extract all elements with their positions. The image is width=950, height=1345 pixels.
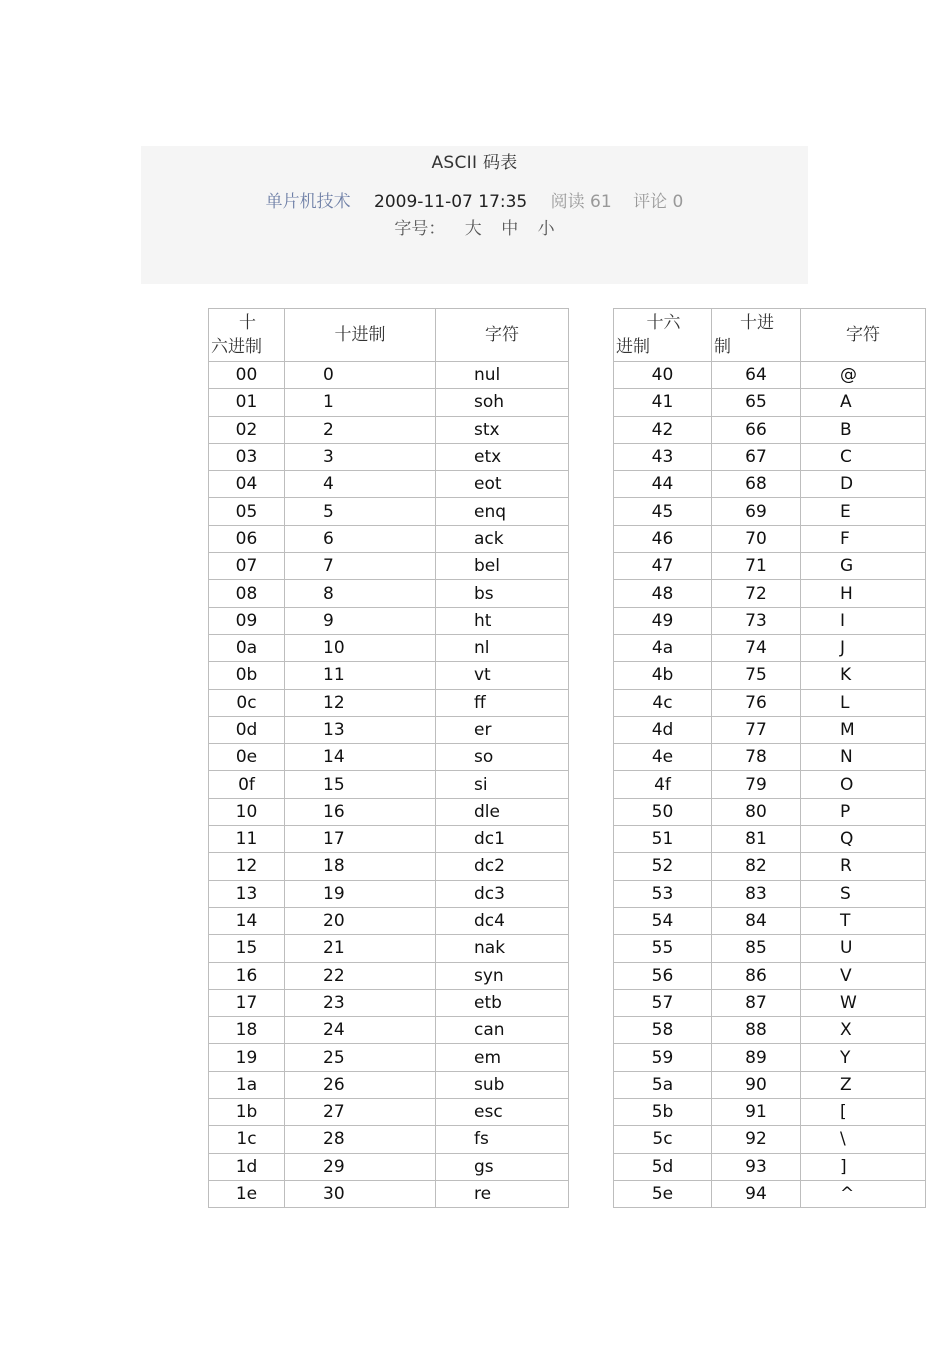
hex-cell-2: 45 <box>614 498 712 525</box>
dec-cell-2: 79 <box>712 771 801 798</box>
column-gap <box>569 634 614 661</box>
char-cell-2: D <box>801 471 926 498</box>
dec-cell: 24 <box>285 1017 436 1044</box>
dec-cell: 20 <box>285 907 436 934</box>
dec-cell: 27 <box>285 1099 436 1126</box>
dec-cell-2: 77 <box>712 716 801 743</box>
char-cell-2: M <box>801 716 926 743</box>
char-cell-2: W <box>801 989 926 1016</box>
hex-cell: 0f <box>209 771 285 798</box>
dec-cell-2: 73 <box>712 607 801 634</box>
char-cell-2: B <box>801 416 926 443</box>
hex-cell-2: 5d <box>614 1153 712 1180</box>
dec-cell: 29 <box>285 1153 436 1180</box>
char-cell: nl <box>436 634 569 661</box>
hex-cell-2: 4a <box>614 634 712 661</box>
column-gap <box>569 798 614 825</box>
char-cell: can <box>436 1017 569 1044</box>
char-cell: dc1 <box>436 826 569 853</box>
column-gap <box>569 907 614 934</box>
hex-cell-2: 47 <box>614 553 712 580</box>
char-cell: nul <box>436 362 569 389</box>
table-row <box>209 1044 926 1071</box>
hex-cell-2: 4b <box>614 662 712 689</box>
char-cell: dc3 <box>436 880 569 907</box>
char-cell: sub <box>436 1071 569 1098</box>
column-gap <box>569 471 614 498</box>
column-gap <box>569 853 614 880</box>
dec-cell: 22 <box>285 962 436 989</box>
hex-cell-2: 5c <box>614 1126 712 1153</box>
hex-cell-2: 52 <box>614 853 712 880</box>
column-gap <box>569 962 614 989</box>
char-cell: re <box>436 1180 569 1207</box>
char-cell: enq <box>436 498 569 525</box>
char-cell: dle <box>436 798 569 825</box>
dec-cell: 25 <box>285 1044 436 1071</box>
dec-cell: 28 <box>285 1126 436 1153</box>
column-gap <box>569 989 614 1016</box>
hex-cell: 19 <box>209 1044 285 1071</box>
hex-cell: 15 <box>209 935 285 962</box>
dec-cell: 4 <box>285 471 436 498</box>
header-char-2: 字符 <box>801 309 926 362</box>
dec-cell-2: 75 <box>712 662 801 689</box>
char-cell: dc4 <box>436 907 569 934</box>
dec-cell: 1 <box>285 389 436 416</box>
char-cell: si <box>436 771 569 798</box>
hex-cell: 1d <box>209 1153 285 1180</box>
dec-cell-2: 94 <box>712 1180 801 1207</box>
table-row <box>209 525 926 552</box>
hex-cell-2: 43 <box>614 443 712 470</box>
char-cell-2: F <box>801 525 926 552</box>
hex-cell: 0c <box>209 689 285 716</box>
hex-cell: 1c <box>209 1126 285 1153</box>
column-gap <box>569 525 614 552</box>
table-row <box>209 798 926 825</box>
table-row <box>209 826 926 853</box>
column-gap <box>569 716 614 743</box>
table-row <box>209 989 926 1016</box>
column-gap <box>569 880 614 907</box>
hex-cell: 16 <box>209 962 285 989</box>
dec-cell-2: 74 <box>712 634 801 661</box>
hex-cell: 12 <box>209 853 285 880</box>
column-gap <box>569 689 614 716</box>
dec-cell: 23 <box>285 989 436 1016</box>
hex-cell-2: 4e <box>614 744 712 771</box>
table-row <box>209 662 926 689</box>
table-row <box>209 744 926 771</box>
hex-cell-2: 48 <box>614 580 712 607</box>
dec-cell: 8 <box>285 580 436 607</box>
dec-cell-2: 72 <box>712 580 801 607</box>
char-cell-2: U <box>801 935 926 962</box>
dec-cell: 2 <box>285 416 436 443</box>
dec-cell-2: 70 <box>712 525 801 552</box>
column-gap <box>569 1099 614 1126</box>
dec-cell-2: 90 <box>712 1071 801 1098</box>
table-row <box>209 716 926 743</box>
char-cell-2: Y <box>801 1044 926 1071</box>
font-size-medium-button[interactable]: 中 <box>501 219 519 239</box>
column-gap <box>569 309 614 362</box>
dec-cell: 26 <box>285 1071 436 1098</box>
dec-cell-2: 65 <box>712 389 801 416</box>
hex-cell: 07 <box>209 553 285 580</box>
dec-cell: 18 <box>285 853 436 880</box>
char-cell-2: @ <box>801 362 926 389</box>
hex-cell: 01 <box>209 389 285 416</box>
column-gap <box>569 416 614 443</box>
table-row <box>209 880 926 907</box>
dec-cell-2: 76 <box>712 689 801 716</box>
column-gap <box>569 771 614 798</box>
hex-cell: 13 <box>209 880 285 907</box>
table-row <box>209 689 926 716</box>
char-cell-2: ] <box>801 1153 926 1180</box>
dec-cell: 12 <box>285 689 436 716</box>
table-row <box>209 1017 926 1044</box>
hex-cell: 03 <box>209 443 285 470</box>
char-cell-2: N <box>801 744 926 771</box>
dec-cell: 6 <box>285 525 436 552</box>
dec-cell: 5 <box>285 498 436 525</box>
column-gap <box>569 1071 614 1098</box>
post-datetime: 2009-11-07 17:35 <box>374 192 528 212</box>
char-cell-2: T <box>801 907 926 934</box>
column-gap <box>569 553 614 580</box>
hex-cell-2: 4d <box>614 716 712 743</box>
char-cell: eot <box>436 471 569 498</box>
dec-cell-2: 78 <box>712 744 801 771</box>
header-dec: 十进制 <box>285 309 436 362</box>
table-row <box>209 907 926 934</box>
header-hex-2: 十六 进制 <box>614 309 712 362</box>
char-cell-2: E <box>801 498 926 525</box>
table-row <box>209 389 926 416</box>
hex-cell-2: 5e <box>614 1180 712 1207</box>
hex-cell-2: 49 <box>614 607 712 634</box>
char-cell-2: O <box>801 771 926 798</box>
column-gap <box>569 935 614 962</box>
dec-cell: 21 <box>285 935 436 962</box>
column-gap <box>569 1017 614 1044</box>
column-gap <box>569 662 614 689</box>
font-size-label: 字号： <box>394 219 446 239</box>
header-char: 字符 <box>436 309 569 362</box>
hex-cell: 06 <box>209 525 285 552</box>
table-header-row <box>209 309 926 362</box>
char-cell-2: G <box>801 553 926 580</box>
char-cell-2: I <box>801 607 926 634</box>
hex-cell: 0d <box>209 716 285 743</box>
hex-cell-2: 56 <box>614 962 712 989</box>
hex-cell-2: 40 <box>614 362 712 389</box>
table-row <box>209 471 926 498</box>
hex-cell-2: 5b <box>614 1099 712 1126</box>
hex-cell: 0b <box>209 662 285 689</box>
char-cell: so <box>436 744 569 771</box>
table-row <box>209 771 926 798</box>
dec-cell-2: 69 <box>712 498 801 525</box>
hex-cell-2: 5a <box>614 1071 712 1098</box>
char-cell-2: J <box>801 634 926 661</box>
char-cell-2: H <box>801 580 926 607</box>
char-cell-2: R <box>801 853 926 880</box>
char-cell: etx <box>436 443 569 470</box>
table-row <box>209 580 926 607</box>
comment-count-link[interactable]: 评论 0 <box>633 192 684 212</box>
hex-cell-2: 42 <box>614 416 712 443</box>
hex-cell: 05 <box>209 498 285 525</box>
header-dec-2: 十进 制 <box>712 309 801 362</box>
dec-cell-2: 80 <box>712 798 801 825</box>
hex-cell-2: 51 <box>614 826 712 853</box>
dec-cell-2: 87 <box>712 989 801 1016</box>
column-gap <box>569 498 614 525</box>
char-cell: dc2 <box>436 853 569 880</box>
column-gap <box>569 389 614 416</box>
dec-cell: 15 <box>285 771 436 798</box>
table-row <box>209 443 926 470</box>
hex-cell-2: 57 <box>614 989 712 1016</box>
hex-cell: 1e <box>209 1180 285 1207</box>
article-header <box>141 146 808 284</box>
table-row <box>209 1153 926 1180</box>
table-row <box>209 962 926 989</box>
table-row <box>209 935 926 962</box>
font-size-small-button[interactable]: 小 <box>537 219 555 239</box>
category-link[interactable]: 单片机技术 <box>265 192 351 212</box>
hex-cell-2: 59 <box>614 1044 712 1071</box>
char-cell: em <box>436 1044 569 1071</box>
header-hex: 十 六进制 <box>209 309 285 362</box>
dec-cell-2: 81 <box>712 826 801 853</box>
char-cell-2: C <box>801 443 926 470</box>
hex-cell-2: 50 <box>614 798 712 825</box>
dec-cell: 13 <box>285 716 436 743</box>
hex-cell-2: 58 <box>614 1017 712 1044</box>
hex-cell: 09 <box>209 607 285 634</box>
hex-cell-2: 44 <box>614 471 712 498</box>
char-cell: etb <box>436 989 569 1016</box>
hex-cell-2: 55 <box>614 935 712 962</box>
char-cell-2: V <box>801 962 926 989</box>
dec-cell-2: 88 <box>712 1017 801 1044</box>
table-row <box>209 1126 926 1153</box>
hex-cell: 00 <box>209 362 285 389</box>
dec-cell-2: 91 <box>712 1099 801 1126</box>
font-size-large-button[interactable]: 大 <box>464 219 482 239</box>
column-gap <box>569 744 614 771</box>
font-size-switcher <box>141 214 808 239</box>
dec-cell-2: 85 <box>712 935 801 962</box>
dec-cell-2: 67 <box>712 443 801 470</box>
hex-cell: 10 <box>209 798 285 825</box>
char-cell-2: X <box>801 1017 926 1044</box>
char-cell: fs <box>436 1126 569 1153</box>
char-cell: gs <box>436 1153 569 1180</box>
dec-cell: 3 <box>285 443 436 470</box>
char-cell: soh <box>436 389 569 416</box>
char-cell: er <box>436 716 569 743</box>
column-gap <box>569 443 614 470</box>
char-cell-2: P <box>801 798 926 825</box>
char-cell-2: \ <box>801 1126 926 1153</box>
dec-cell-2: 68 <box>712 471 801 498</box>
dec-cell-2: 93 <box>712 1153 801 1180</box>
char-cell: ff <box>436 689 569 716</box>
dec-cell: 9 <box>285 607 436 634</box>
char-cell-2: L <box>801 689 926 716</box>
char-cell: esc <box>436 1099 569 1126</box>
column-gap <box>569 362 614 389</box>
dec-cell: 16 <box>285 798 436 825</box>
column-gap <box>569 1153 614 1180</box>
char-cell: vt <box>436 662 569 689</box>
char-cell-2: Q <box>801 826 926 853</box>
dec-cell-2: 82 <box>712 853 801 880</box>
char-cell: ack <box>436 525 569 552</box>
column-gap <box>569 1180 614 1207</box>
hex-cell: 1b <box>209 1099 285 1126</box>
dec-cell-2: 64 <box>712 362 801 389</box>
table-row <box>209 553 926 580</box>
dec-cell: 11 <box>285 662 436 689</box>
char-cell-2: K <box>801 662 926 689</box>
hex-cell: 08 <box>209 580 285 607</box>
table-row <box>209 853 926 880</box>
article-meta <box>141 187 808 212</box>
dec-cell: 17 <box>285 826 436 853</box>
hex-cell: 0e <box>209 744 285 771</box>
hex-cell: 17 <box>209 989 285 1016</box>
table-row <box>209 362 926 389</box>
char-cell: nak <box>436 935 569 962</box>
dec-cell-2: 84 <box>712 907 801 934</box>
hex-cell: 11 <box>209 826 285 853</box>
dec-cell: 19 <box>285 880 436 907</box>
column-gap <box>569 607 614 634</box>
char-cell-2: Z <box>801 1071 926 1098</box>
table-row <box>209 498 926 525</box>
hex-cell-2: 46 <box>614 525 712 552</box>
dec-cell-2: 86 <box>712 962 801 989</box>
dec-cell-2: 89 <box>712 1044 801 1071</box>
hex-cell-2: 4c <box>614 689 712 716</box>
dec-cell: 0 <box>285 362 436 389</box>
char-cell: ht <box>436 607 569 634</box>
hex-cell: 18 <box>209 1017 285 1044</box>
char-cell-2: [ <box>801 1099 926 1126</box>
dec-cell: 7 <box>285 553 436 580</box>
hex-cell-2: 41 <box>614 389 712 416</box>
hex-cell-2: 4f <box>614 771 712 798</box>
hex-cell: 0a <box>209 634 285 661</box>
dec-cell-2: 92 <box>712 1126 801 1153</box>
dec-cell: 14 <box>285 744 436 771</box>
column-gap <box>569 580 614 607</box>
column-gap <box>569 1044 614 1071</box>
hex-cell: 02 <box>209 416 285 443</box>
column-gap <box>569 1126 614 1153</box>
char-cell: bel <box>436 553 569 580</box>
hex-cell-2: 53 <box>614 880 712 907</box>
table-row <box>209 1071 926 1098</box>
hex-cell: 14 <box>209 907 285 934</box>
table-row <box>209 416 926 443</box>
table-row <box>209 1180 926 1207</box>
char-cell: syn <box>436 962 569 989</box>
dec-cell: 30 <box>285 1180 436 1207</box>
read-count: 阅读 61 <box>550 192 612 212</box>
dec-cell-2: 71 <box>712 553 801 580</box>
column-gap <box>569 826 614 853</box>
dec-cell: 10 <box>285 634 436 661</box>
ascii-table <box>208 308 926 1208</box>
char-cell: stx <box>436 416 569 443</box>
char-cell-2: ^ <box>801 1180 926 1207</box>
dec-cell-2: 83 <box>712 880 801 907</box>
char-cell-2: A <box>801 389 926 416</box>
table-row <box>209 607 926 634</box>
char-cell-2: S <box>801 880 926 907</box>
char-cell: bs <box>436 580 569 607</box>
hex-cell: 1a <box>209 1071 285 1098</box>
dec-cell-2: 66 <box>712 416 801 443</box>
page-title: ASCII 码表 <box>431 153 518 173</box>
table-row <box>209 634 926 661</box>
table-row <box>209 1099 926 1126</box>
hex-cell: 04 <box>209 471 285 498</box>
hex-cell-2: 54 <box>614 907 712 934</box>
